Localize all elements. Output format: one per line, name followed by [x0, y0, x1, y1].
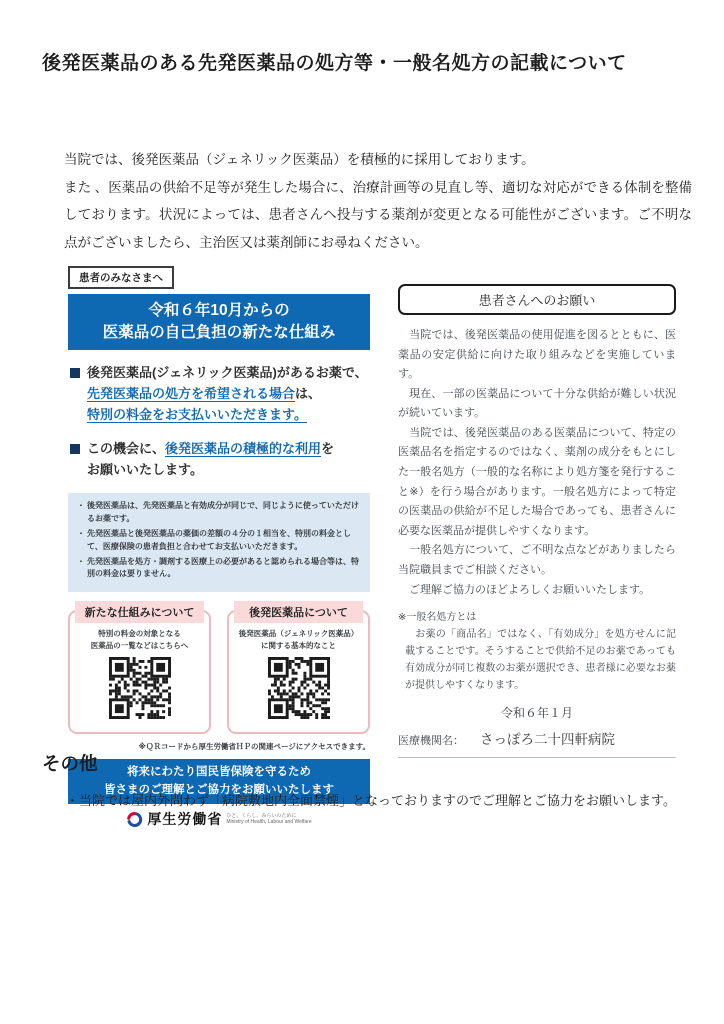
qr-box-new-scheme — [68, 606, 211, 734]
page-title: 後発医薬品のある先発医薬品の処方等・一般名処方の記載について — [42, 53, 627, 74]
ministry-tagline-en: Ministry of Health, Labour and Welfare — [226, 819, 312, 826]
request-paragraph: 当院では、後発医薬品のある医薬品について、特定の医薬品名を指定するのではなく、薬剤の成分をもとにした一般名処方（一般的な名称により処方箋を発行すること※）を行う場合があります。一般名処方によって特定の医薬品の供給が不足した場合であっても、患者さんに必要な医薬品が提供しやすくなります。 — [398, 426, 676, 537]
other-heading: その他 — [42, 755, 98, 775]
mhlw-flyer — [68, 266, 370, 829]
bullet2-text: を — [321, 440, 335, 456]
qr-box-desc: 後発医薬品（ジェネリック医薬品） — [238, 628, 359, 638]
qr-box-title: 新たな仕組みについて — [75, 601, 204, 623]
qr-box-desc: 特別の料金の対象となる — [98, 628, 181, 638]
flyer-banner-line: 医薬品の自己負担の新たな仕組み — [102, 323, 336, 341]
bullet1-text: 後発医薬品(ジェネリック医薬品)があるお薬で、 — [87, 365, 368, 381]
intro-paragraph: 当院では、後発医薬品（ジェネリック医薬品）を積極的に採用しております。 — [64, 152, 535, 167]
qr-code-icon — [109, 657, 171, 719]
square-bullet-icon — [70, 444, 80, 454]
date-line: 令和６年１月 — [500, 706, 573, 721]
request-title: 患者さんへのお願い — [398, 284, 676, 315]
flyer-footer-line: 将来にわたり国民皆保険を守るため — [127, 765, 311, 778]
request-paragraph: 当院では、後発医薬品の使用促進を図るとともに、医薬品の安定供給に向けた取り組みなどを実施しています。 — [398, 329, 676, 381]
bullet2-text: この機会に、 — [87, 440, 166, 456]
ministry-name: 厚生労働省 — [147, 811, 223, 828]
org-name-row — [398, 728, 676, 758]
ministry-tagline: ひと、くらし、みらいのために — [226, 812, 297, 819]
qr-box-desc: 医薬品の一覧などはこちらへ — [90, 640, 189, 650]
flyer-banner-line: 令和６年10月からの — [148, 302, 290, 319]
qr-boxes-row — [68, 606, 370, 734]
patient-request-panel — [398, 284, 676, 758]
flyer-bullet-1 — [68, 363, 370, 425]
flyer-note-item: ・ 先発医薬品と後発医薬品の薬価の差額の４分の１相当を、特別の料金として、医療保険の患者負担と合わせてお支払いいただきます。 — [77, 528, 361, 553]
flyer-note-item: ・ 後発医薬品は、先発医薬品と有効成分が同じで、同じように使っていただけるお薬です。 — [77, 500, 361, 525]
bullet1-link-text: 先発医薬品の処方を希望される場合 — [87, 386, 296, 402]
qr-box-desc: に関する基本的なこと — [261, 640, 336, 650]
request-paragraph: 一般名処方について、ご不明な点などがありましたら当院職員までご相談ください。 — [398, 544, 676, 576]
flyer-footer-line: 皆さまのご理解とご協力をお願いいたします — [104, 783, 334, 796]
generic-name-note — [398, 609, 676, 694]
request-paragraph: 現在、一部の医薬品について十分な供給が難しい状況が続いています。 — [398, 387, 676, 420]
intro-paragraph: また 、医薬品の供給不足等が発生した場合に、治療計画等の見直し等、適切な対応ができる体制を整備しております。状況によっては、患者さんへ投与する薬剤が変更となる可能性がございます。ご不明な点がございましたら、主治医又は薬剤師にお尋ねください。 — [64, 179, 692, 251]
mhlw-logo-icon — [126, 811, 143, 828]
other-item: ・当院では屋内外問わず「病院敷地内全面禁煙」となっておりますのでご理解とご協力をお願いします。 — [66, 793, 676, 808]
qr-box-title: 後発医薬品について — [234, 601, 363, 623]
flyer-bullet-2 — [68, 439, 370, 481]
request-paragraph: ご理解ご協力のほどよろしくお願いいたします。 — [398, 583, 651, 596]
bullet1-link-text: 特別の料金をお支払いいただきます。 — [87, 406, 307, 422]
flyer-notes-box — [68, 493, 370, 591]
qr-footnote: ※ＱＲコードから厚生労働省ＨＰの関連ページにアクセスできます。 — [138, 741, 370, 751]
audience-label: 患者のみなさまへ — [68, 266, 174, 289]
bullet2-link-text: 後発医薬品の積極的な利用 — [165, 440, 322, 456]
qr-code-icon — [268, 657, 330, 719]
bullet1-text: は、 — [295, 386, 322, 402]
intro-paragraphs — [64, 146, 692, 257]
org-label: 医療機関名： — [398, 735, 464, 748]
bullet2-text: お願いいたします。 — [87, 461, 203, 477]
flyer-banner — [68, 294, 370, 350]
qr-box-generic-drugs — [227, 606, 370, 734]
note-title: ※一般名処方とは — [398, 612, 477, 624]
square-bullet-icon — [70, 368, 80, 378]
flyer-note-item: ・ 先発医薬品を処方・調剤する医療上の必要があると認められる場合等は、特別の料金は要りません。 — [77, 556, 361, 581]
note-body: お薬の「商品名」ではなく、「有効成分」を処方せんに記載することです。そうすることで供給不足のお薬であっても有効成分が同じ複数のお薬が選択でき、患者様に必要なお薬が提供しやすくなります。 — [405, 629, 676, 692]
org-name: さっぽろ二十四軒病院 — [480, 732, 615, 748]
